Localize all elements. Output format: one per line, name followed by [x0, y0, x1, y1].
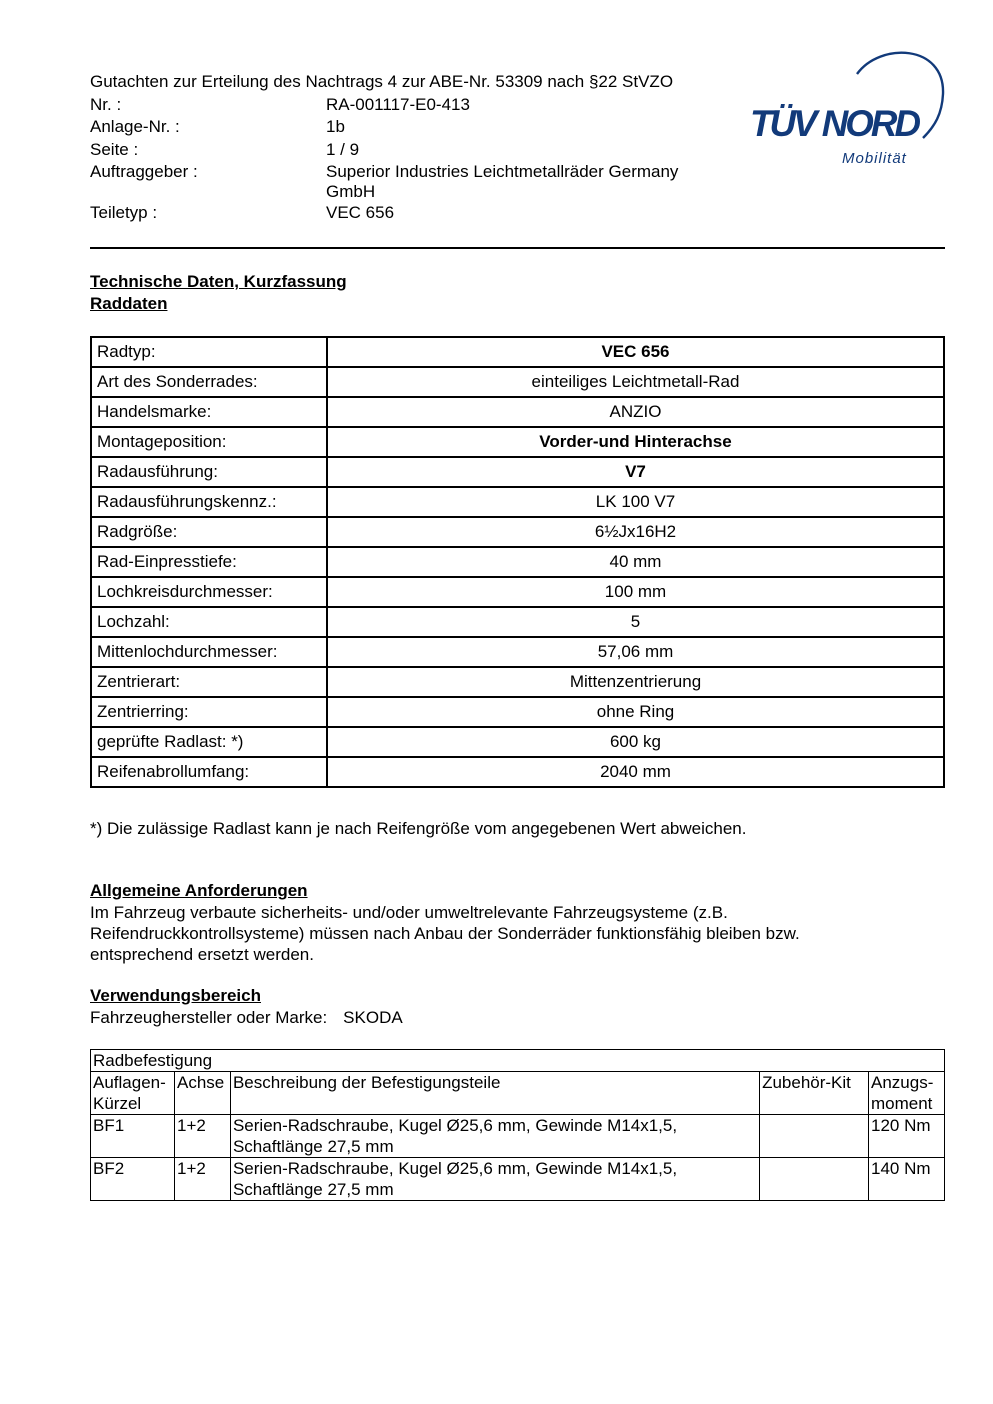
- header-achse: Achse: [174, 1072, 230, 1115]
- wheel-data-value: 600 kg: [327, 727, 944, 757]
- wheel-data-label: Radausführungskennz.:: [91, 487, 327, 517]
- header-row-seite: Seite : 1 / 9: [90, 139, 360, 159]
- table-row: [91, 427, 944, 457]
- attachment-title: Radbefestigung: [91, 1050, 945, 1072]
- wheel-data-label: Zentrierring:: [91, 697, 327, 727]
- wheel-data-label: Radtyp:: [91, 337, 327, 367]
- table-row: [91, 697, 944, 727]
- wheel-data-value: 57,06 mm: [327, 637, 944, 667]
- section-title-technische-daten: Technische Daten, Kurzfassung: [90, 272, 347, 291]
- header-beschreibung: Beschreibung der Befestigungsteile: [230, 1072, 759, 1115]
- wheel-data-label: Rad-Einpresstiefe:: [91, 547, 327, 577]
- attachment-table: [90, 1049, 945, 1201]
- wheel-data-value: 2040 mm: [327, 757, 944, 787]
- table-row: BF1 1+2 Serien-Radschraube, Kugel Ø25,6 mm, Gewinde M14x1,5, Schaftlänge 27,5 mm 120 Nm: [91, 1115, 945, 1158]
- attachment-header-row: [91, 1072, 945, 1115]
- wheel-data-value: 100 mm: [327, 577, 944, 607]
- header-anzugsmoment: Anzugs- moment: [869, 1072, 945, 1115]
- wheel-data-label: Reifenabrollumfang:: [91, 757, 327, 787]
- wheel-data-value: ANZIO: [327, 397, 944, 427]
- wheel-data-label: Radausführung:: [91, 457, 327, 487]
- usage-value: SKODA: [343, 1008, 403, 1027]
- header-row-teiletyp: Teiletyp : VEC 656: [90, 203, 395, 222]
- header-divider: [90, 247, 945, 249]
- header-row-nr: Nr. : RA-001117-E0-413: [90, 94, 470, 114]
- general-requirements-text: Im Fahrzeug verbaute sicherheits- und/oder umweltrelevante Fahrzeugsysteme (z.B. Reifendruckkontrollsysteme) müssen nach Anbau der Sonderräder funktionsfähig bleiben bzw. entsprechend ersetzt werden.: [90, 903, 800, 964]
- header-row-anlage: Anlage-Nr. : 1b: [90, 117, 345, 136]
- document-header: [90, 71, 750, 225]
- wheel-data-value: Mittenzentrierung: [327, 667, 944, 697]
- wheel-data-label: geprüfte Radlast: *): [91, 727, 327, 757]
- table-row: [91, 487, 944, 517]
- wheel-data-value: ohne Ring: [327, 697, 944, 727]
- header-zubehoer-kit: Zubehör-Kit: [760, 1072, 869, 1115]
- wheel-data-value: Vorder-und Hinterachse: [327, 427, 944, 457]
- wheel-data-table: [90, 336, 945, 788]
- wheel-data-label: Zentrierart:: [91, 667, 327, 697]
- table-row: [91, 367, 944, 397]
- wheel-data-value: 5: [327, 607, 944, 637]
- table-row: [91, 577, 944, 607]
- wheel-data-label: Mittenlochdurchmesser:: [91, 637, 327, 667]
- wheel-data-value: 40 mm: [327, 547, 944, 577]
- section-title-allgemeine-anforderungen: Allgemeine Anforderungen: [90, 881, 308, 900]
- header-row-auftraggeber: Auftraggeber : Superior Industries Leichtmetallräder Germany GmbH: [90, 162, 679, 201]
- wheel-data-value: LK 100 V7: [327, 487, 944, 517]
- table-row: [91, 667, 944, 697]
- table-row: BF2 1+2 Serien-Radschraube, Kugel Ø25,6 mm, Gewinde M14x1,5, Schaftlänge 27,5 mm 140 Nm: [91, 1158, 945, 1201]
- footnote: *) Die zulässige Radlast kann je nach Reifengröße vom angegebenen Wert abweichen.: [90, 819, 747, 838]
- table-row: [91, 337, 944, 367]
- wheel-data-label: Lochkreisdurchmesser:: [91, 577, 327, 607]
- table-row: [91, 637, 944, 667]
- wheel-data-label: Montageposition:: [91, 427, 327, 457]
- logo-sub: Mobilität: [842, 150, 907, 167]
- header-kuerzel: Auflagen- Kürzel: [91, 1072, 175, 1115]
- table-row: [91, 547, 944, 577]
- wheel-data-value: einteiliges Leichtmetall-Rad: [327, 367, 944, 397]
- wheel-data-label: Art des Sonderrades:: [91, 367, 327, 397]
- table-row: [91, 757, 944, 787]
- wheel-data-label: Radgröße:: [91, 517, 327, 547]
- header-title: Gutachten zur Erteilung des Nachtrags 4 zur ABE-Nr. 53309 nach §22 StVZO: [90, 72, 674, 91]
- tuv-nord-logo: [745, 46, 950, 171]
- table-row: [91, 517, 944, 547]
- usage-label: Fahrzeughersteller oder Marke:: [90, 1008, 328, 1027]
- wheel-data-label: Handelsmarke:: [91, 397, 327, 427]
- usage-line: [90, 1007, 403, 1028]
- table-row: [91, 397, 944, 427]
- table-row: [91, 727, 944, 757]
- table-row: [91, 607, 944, 637]
- section-subtitle-raddaten: Raddaten: [90, 294, 168, 313]
- logo-brand: TÜV NORD: [750, 103, 921, 144]
- wheel-data-value: 6½Jx16H2: [327, 517, 944, 547]
- wheel-data-value: V7: [327, 457, 944, 487]
- wheel-data-value: VEC 656: [327, 337, 944, 367]
- section-title-verwendungsbereich: Verwendungsbereich: [90, 986, 261, 1005]
- table-row: [91, 457, 944, 487]
- wheel-data-label: Lochzahl:: [91, 607, 327, 637]
